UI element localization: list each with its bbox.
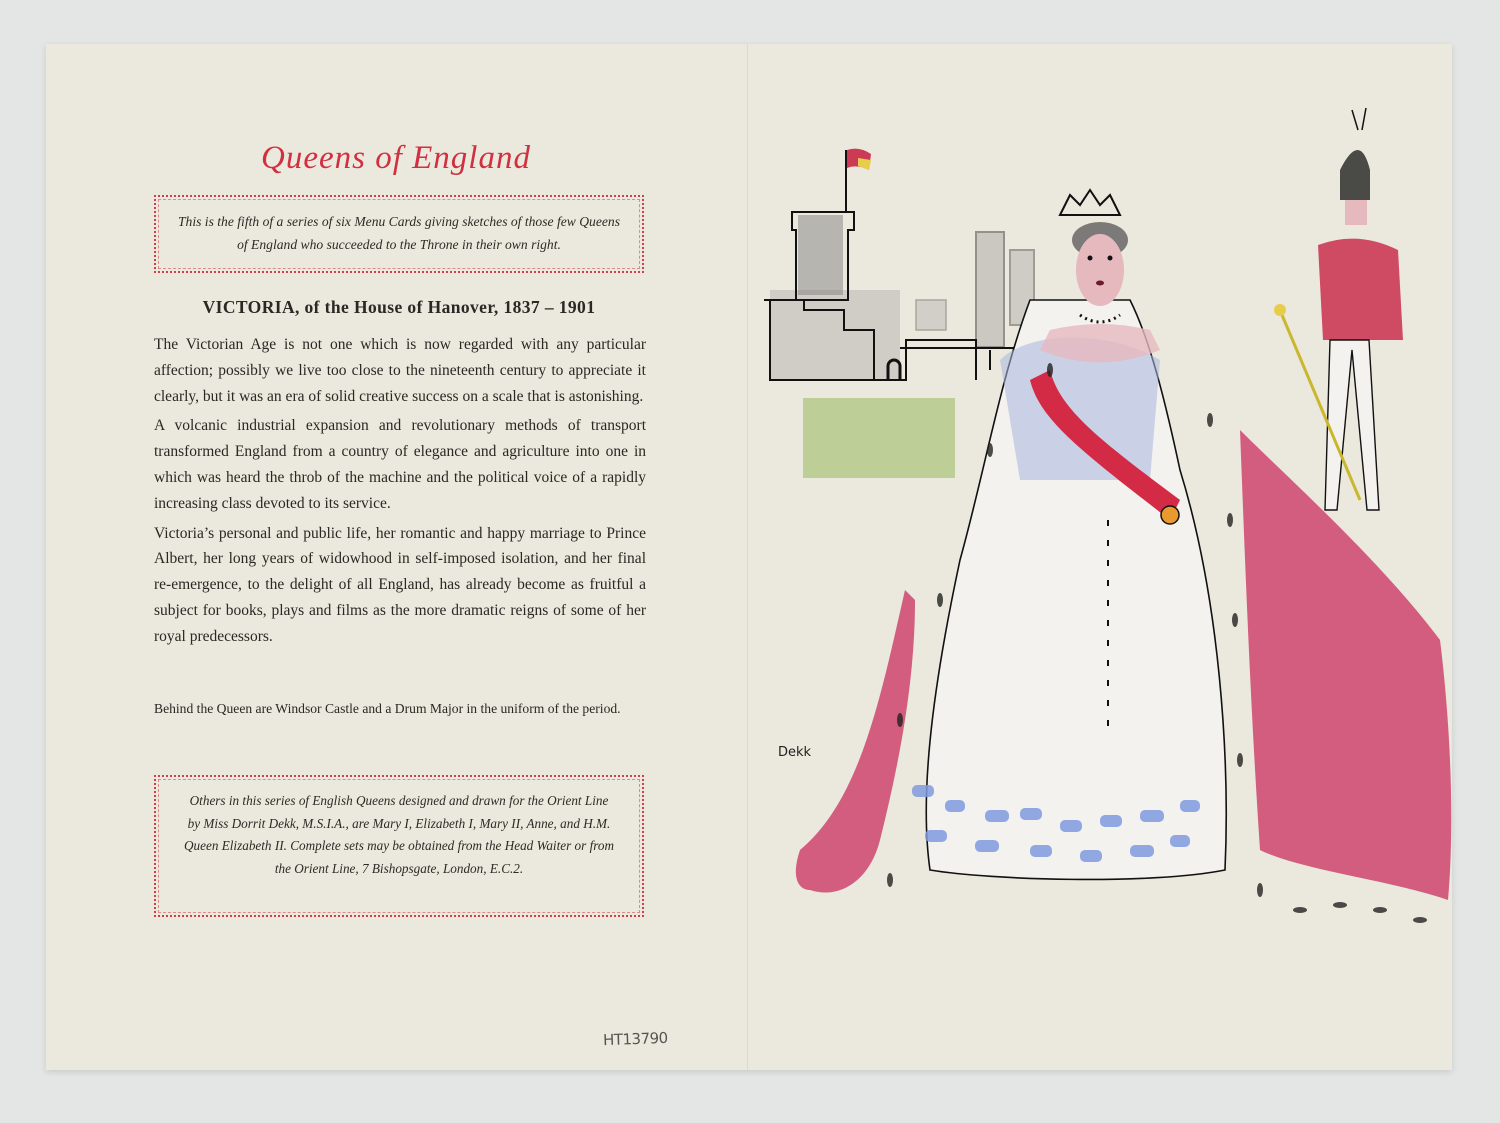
center-fold — [747, 44, 749, 1070]
paragraph: A volcanic industrial expansion and revolutionary methods of transport transformed England from a country of elegance and agriculture into one in which was heard the throb of the machine and the political voice of a rapidly increasing class devoted to its service. — [154, 417, 646, 512]
left-page — [46, 44, 746, 1070]
queen-head-icon — [1040, 190, 1160, 363]
drum-major-icon — [1274, 108, 1403, 510]
paragraph: The Victorian Age is not one which is now regarded with any particular affection; possibly we live too close to the nineteenth century to appreciate it clearly, but it was an era of solid creative success on a scale that is astonishing. — [154, 336, 646, 405]
series-box — [154, 775, 644, 917]
cloak-right-icon — [1240, 430, 1451, 900]
intro-box — [154, 195, 644, 273]
section-heading: VICTORIA, of the House of Hanover, 1837 – 1901 — [202, 297, 596, 317]
artist-signature: Dekk — [778, 745, 812, 760]
paragraph: Victoria’s personal and public life, her romantic and happy marriage to Prince Albert, her long years of widowhood in self-imposed isolation, and her final re-emergence, to the delight of all England, has already become as fruitful a subject for books, plays and films as the more dramatic reigns of some of her royal predecessors. — [154, 524, 646, 645]
accession-number: HT13790 — [602, 1028, 668, 1050]
illustration-caption: Behind the Queen are Windsor Castle and a Drum Major in the uniform of the period. — [154, 701, 621, 716]
series-text: Others in this series of English Queens designed and drawn for the Orient Line by Miss Dorrit Dekk, M.S.I.A., are Mary I, Elizabeth I, Mary II, Anne, and H.M. Queen Elizabeth II. Complete sets may be obtained from the Head Waiter or from the Orient Line, 7 Bishopsgate, London, E.C.2. — [184, 793, 614, 876]
intro-text: This is the fifth of a series of six Menu Cards giving sketches of those few Queens of England who succeeded to the Throne in their own right. — [177, 214, 620, 252]
page-title: Queens of England — [261, 140, 531, 176]
body-text — [154, 332, 646, 654]
queen-victoria-illustration — [750, 44, 1452, 1070]
gown-icon — [912, 300, 1226, 879]
cloak-left-icon — [796, 590, 915, 893]
